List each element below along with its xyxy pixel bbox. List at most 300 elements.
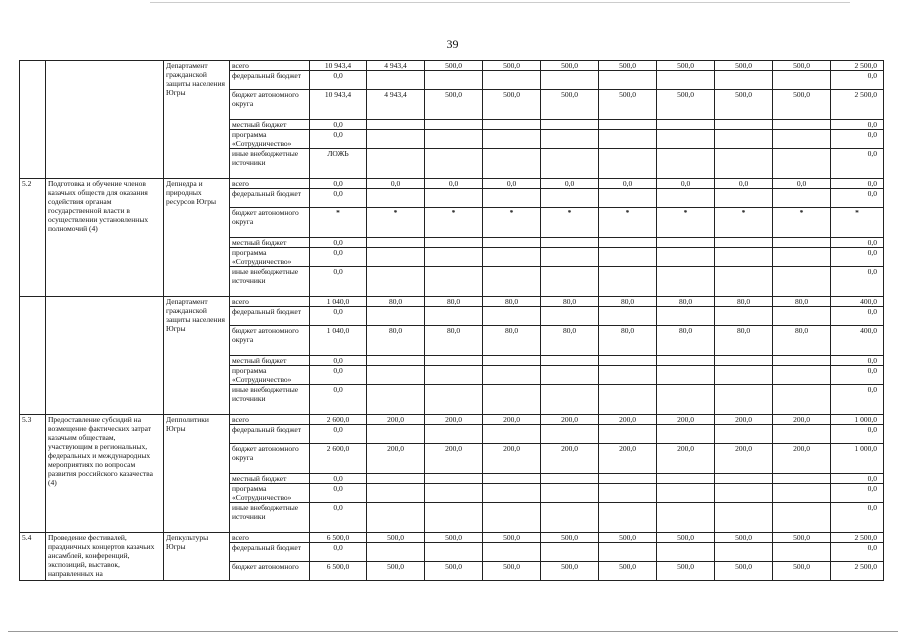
amount-cell xyxy=(483,503,541,533)
page-number: 39 xyxy=(446,37,459,51)
executor: Депкультуры Югры xyxy=(164,533,230,581)
amount-cell xyxy=(425,71,483,90)
amount-cell: 500,0 xyxy=(599,90,657,120)
amount-cell: 400,0 xyxy=(831,326,884,356)
amount-cell: 2 500,0 xyxy=(831,61,884,71)
amount-cell xyxy=(715,120,773,130)
amount-cell xyxy=(657,238,715,248)
amount-cell: 80,0 xyxy=(541,297,599,307)
amount-cell: 500,0 xyxy=(425,562,483,581)
amount-cell xyxy=(541,120,599,130)
amount-cell: 0,0 xyxy=(310,543,367,562)
amount-cell: 80,0 xyxy=(425,297,483,307)
amount-cell xyxy=(541,307,599,326)
amount-cell xyxy=(657,71,715,90)
amount-cell: * xyxy=(310,208,367,238)
amount-cell xyxy=(599,307,657,326)
amount-cell: * xyxy=(657,208,715,238)
amount-cell xyxy=(657,385,715,415)
amount-cell xyxy=(715,474,773,484)
amount-cell: 10 943,4 xyxy=(310,61,367,71)
amount-cell xyxy=(425,385,483,415)
funding-source: бюджет автономного округа xyxy=(230,444,310,474)
amount-cell xyxy=(483,120,541,130)
amount-cell xyxy=(599,248,657,267)
amount-cell: 0,0 xyxy=(310,238,367,248)
amount-cell xyxy=(541,474,599,484)
amount-cell: 500,0 xyxy=(657,90,715,120)
amount-cell xyxy=(657,425,715,444)
table-row xyxy=(20,533,884,543)
amount-cell: 0,0 xyxy=(310,71,367,90)
amount-cell: 0,0 xyxy=(310,307,367,326)
amount-cell: 500,0 xyxy=(657,533,715,543)
amount-cell: 1 000,0 xyxy=(831,415,884,425)
funding-source: местный бюджет xyxy=(230,474,310,484)
amount-cell: 200,0 xyxy=(483,415,541,425)
amount-cell: 4 943,4 xyxy=(367,61,425,71)
amount-cell: * xyxy=(773,208,831,238)
amount-cell: 0,0 xyxy=(310,120,367,130)
funding-source: программа «Сотрудничество» xyxy=(230,484,310,503)
amount-cell xyxy=(367,385,425,415)
item-number xyxy=(20,297,46,415)
amount-cell: 0,0 xyxy=(310,248,367,267)
amount-cell: * xyxy=(425,208,483,238)
amount-cell xyxy=(425,366,483,385)
funding-source: бюджет автономного округа xyxy=(230,326,310,356)
amount-cell xyxy=(599,366,657,385)
amount-cell: 500,0 xyxy=(425,90,483,120)
amount-cell: 0,0 xyxy=(831,484,884,503)
amount-cell: 200,0 xyxy=(773,415,831,425)
amount-cell xyxy=(541,484,599,503)
amount-cell: 2 500,0 xyxy=(831,90,884,120)
amount-cell: 1 040,0 xyxy=(310,297,367,307)
amount-cell xyxy=(657,248,715,267)
amount-cell xyxy=(773,238,831,248)
amount-cell xyxy=(773,130,831,149)
funding-source: федеральный бюджет xyxy=(230,307,310,326)
amount-cell xyxy=(657,503,715,533)
amount-cell xyxy=(715,248,773,267)
amount-cell: * xyxy=(367,208,425,238)
amount-cell: 500,0 xyxy=(483,61,541,71)
amount-cell xyxy=(773,307,831,326)
amount-cell xyxy=(773,248,831,267)
amount-cell xyxy=(599,503,657,533)
amount-cell: 200,0 xyxy=(425,444,483,474)
amount-cell xyxy=(483,248,541,267)
amount-cell xyxy=(541,267,599,297)
amount-cell: 0,0 xyxy=(310,474,367,484)
amount-cell: 500,0 xyxy=(773,90,831,120)
table-row xyxy=(20,297,884,307)
amount-cell: 500,0 xyxy=(715,562,773,581)
amount-cell: 0,0 xyxy=(831,474,884,484)
item-number: 5.3 xyxy=(20,415,46,533)
amount-cell: 0,0 xyxy=(831,71,884,90)
amount-cell xyxy=(773,189,831,208)
amount-cell xyxy=(773,71,831,90)
amount-cell xyxy=(715,71,773,90)
amount-cell: 0,0 xyxy=(541,179,599,189)
funding-source: иные внебюджетные источники xyxy=(230,149,310,179)
amount-cell: * xyxy=(599,208,657,238)
amount-cell: 500,0 xyxy=(599,533,657,543)
amount-cell: 0,0 xyxy=(831,189,884,208)
amount-cell: 500,0 xyxy=(541,90,599,120)
item-name: Предоставление субсидий на возмещение фактических затрат казачьим обществам, участвующим в региональных, федеральных и международных мероприятиях по вопросам развития российского казачества (4) xyxy=(46,415,164,533)
amount-cell xyxy=(715,238,773,248)
amount-cell: 0,0 xyxy=(310,425,367,444)
amount-cell: 500,0 xyxy=(541,562,599,581)
amount-cell xyxy=(367,474,425,484)
amount-cell xyxy=(773,149,831,179)
amount-cell: 200,0 xyxy=(657,415,715,425)
amount-cell: 500,0 xyxy=(715,90,773,120)
funding-source: программа «Сотрудничество» xyxy=(230,366,310,385)
amount-cell xyxy=(599,189,657,208)
amount-cell: 200,0 xyxy=(541,415,599,425)
amount-cell: 500,0 xyxy=(425,533,483,543)
amount-cell: 500,0 xyxy=(773,61,831,71)
table-row xyxy=(20,179,884,189)
amount-cell xyxy=(367,189,425,208)
scan-edge-line xyxy=(8,631,898,632)
amount-cell xyxy=(367,366,425,385)
amount-cell xyxy=(541,425,599,444)
executor: Депнедра и природных ресурсов Югры xyxy=(164,179,230,297)
amount-cell xyxy=(541,366,599,385)
amount-cell: 0,0 xyxy=(831,385,884,415)
amount-cell: 0,0 xyxy=(831,425,884,444)
amount-cell xyxy=(715,307,773,326)
amount-cell xyxy=(483,307,541,326)
amount-cell xyxy=(715,385,773,415)
amount-cell: 200,0 xyxy=(715,415,773,425)
amount-cell: 0,0 xyxy=(310,503,367,533)
item-number: 5.2 xyxy=(20,179,46,297)
amount-cell xyxy=(367,543,425,562)
amount-cell xyxy=(773,385,831,415)
amount-cell: 0,0 xyxy=(310,179,367,189)
amount-cell xyxy=(483,238,541,248)
amount-cell: 500,0 xyxy=(483,533,541,543)
amount-cell xyxy=(657,120,715,130)
amount-cell: 80,0 xyxy=(773,297,831,307)
amount-cell: 0,0 xyxy=(310,356,367,366)
amount-cell xyxy=(541,238,599,248)
amount-cell xyxy=(541,248,599,267)
funding-source: бюджет автономного округа xyxy=(230,208,310,238)
amount-cell: 200,0 xyxy=(425,415,483,425)
amount-cell xyxy=(599,149,657,179)
item-name xyxy=(46,61,164,179)
amount-cell: 0,0 xyxy=(831,267,884,297)
amount-cell: 500,0 xyxy=(367,562,425,581)
amount-cell: 0,0 xyxy=(831,149,884,179)
amount-cell xyxy=(541,503,599,533)
executor: Департамент гражданской защиты населения Югры xyxy=(164,297,230,415)
amount-cell: * xyxy=(715,208,773,238)
funding-source: федеральный бюджет xyxy=(230,71,310,90)
amount-cell: 500,0 xyxy=(657,562,715,581)
amount-cell: 200,0 xyxy=(541,444,599,474)
amount-cell: 2 500,0 xyxy=(831,533,884,543)
funding-source: федеральный бюджет xyxy=(230,425,310,444)
amount-cell xyxy=(657,484,715,503)
amount-cell xyxy=(657,189,715,208)
amount-cell: 4 943,4 xyxy=(367,90,425,120)
amount-cell xyxy=(715,543,773,562)
amount-cell: 500,0 xyxy=(483,562,541,581)
amount-cell: 500,0 xyxy=(773,533,831,543)
amount-cell xyxy=(657,356,715,366)
amount-cell: 80,0 xyxy=(367,326,425,356)
amount-cell xyxy=(773,356,831,366)
amount-cell: 0,0 xyxy=(425,179,483,189)
funding-source: местный бюджет xyxy=(230,120,310,130)
amount-cell: 80,0 xyxy=(541,326,599,356)
amount-cell: 80,0 xyxy=(773,326,831,356)
amount-cell: 0,0 xyxy=(831,307,884,326)
amount-cell: 2 500,0 xyxy=(831,562,884,581)
amount-cell xyxy=(425,120,483,130)
amount-cell xyxy=(483,356,541,366)
amount-cell xyxy=(367,130,425,149)
item-number: 5.4 xyxy=(20,533,46,581)
amount-cell xyxy=(773,120,831,130)
amount-cell: 80,0 xyxy=(367,297,425,307)
amount-cell xyxy=(367,356,425,366)
amount-cell xyxy=(483,149,541,179)
amount-cell xyxy=(483,267,541,297)
amount-cell: 200,0 xyxy=(599,444,657,474)
funding-source: всего xyxy=(230,61,310,71)
amount-cell: 200,0 xyxy=(715,444,773,474)
amount-cell xyxy=(541,189,599,208)
amount-cell: * xyxy=(831,208,884,238)
amount-cell: 80,0 xyxy=(715,326,773,356)
amount-cell xyxy=(773,503,831,533)
amount-cell: 6 500,0 xyxy=(310,562,367,581)
amount-cell: 0,0 xyxy=(310,130,367,149)
amount-cell: 500,0 xyxy=(599,562,657,581)
amount-cell: 0,0 xyxy=(773,179,831,189)
amount-cell: 80,0 xyxy=(657,326,715,356)
amount-cell xyxy=(541,149,599,179)
amount-cell xyxy=(367,71,425,90)
amount-cell xyxy=(541,130,599,149)
amount-cell xyxy=(599,543,657,562)
amount-cell: 80,0 xyxy=(483,297,541,307)
amount-cell: 0,0 xyxy=(831,248,884,267)
funding-source: всего xyxy=(230,533,310,543)
amount-cell xyxy=(425,474,483,484)
amount-cell: 500,0 xyxy=(425,61,483,71)
executor: Департамент гражданской защиты населения Югры xyxy=(164,61,230,179)
program-budget-table xyxy=(19,60,884,581)
table-row xyxy=(20,61,884,71)
amount-cell xyxy=(425,484,483,503)
amount-cell: 500,0 xyxy=(657,61,715,71)
scan-edge-line xyxy=(150,2,850,3)
amount-cell: 500,0 xyxy=(773,562,831,581)
amount-cell: 0,0 xyxy=(831,120,884,130)
amount-cell xyxy=(483,189,541,208)
amount-cell xyxy=(715,356,773,366)
amount-cell xyxy=(599,71,657,90)
amount-cell xyxy=(773,543,831,562)
amount-cell xyxy=(657,474,715,484)
amount-cell: 0,0 xyxy=(831,179,884,189)
amount-cell xyxy=(367,307,425,326)
amount-cell: 0,0 xyxy=(367,179,425,189)
amount-cell xyxy=(657,267,715,297)
funding-source: местный бюджет xyxy=(230,238,310,248)
amount-cell xyxy=(657,366,715,385)
amount-cell xyxy=(367,149,425,179)
amount-cell xyxy=(599,484,657,503)
amount-cell xyxy=(715,484,773,503)
amount-cell: 500,0 xyxy=(715,61,773,71)
amount-cell xyxy=(483,130,541,149)
amount-cell xyxy=(425,307,483,326)
amount-cell: 0,0 xyxy=(831,503,884,533)
amount-cell xyxy=(715,189,773,208)
amount-cell xyxy=(599,130,657,149)
funding-source: бюджет автономного округа xyxy=(230,90,310,120)
amount-cell xyxy=(773,366,831,385)
amount-cell xyxy=(657,543,715,562)
amount-cell: 0,0 xyxy=(310,189,367,208)
amount-cell: 200,0 xyxy=(599,415,657,425)
amount-cell: 200,0 xyxy=(483,444,541,474)
amount-cell xyxy=(483,484,541,503)
amount-cell xyxy=(367,248,425,267)
amount-cell xyxy=(599,267,657,297)
amount-cell xyxy=(367,267,425,297)
amount-cell xyxy=(483,425,541,444)
funding-source: всего xyxy=(230,297,310,307)
amount-cell xyxy=(599,356,657,366)
item-name: Проведение фестивалей, праздничных концертов казачьих ансамблей, конференций, экспозиций, выставок, направленных на xyxy=(46,533,164,581)
amount-cell xyxy=(425,248,483,267)
amount-cell xyxy=(425,503,483,533)
amount-cell: 0,0 xyxy=(715,179,773,189)
amount-cell: * xyxy=(541,208,599,238)
amount-cell xyxy=(599,425,657,444)
amount-cell: * xyxy=(483,208,541,238)
funding-source: программа «Сотрудничество» xyxy=(230,130,310,149)
funding-source: иные внебюджетные источники xyxy=(230,503,310,533)
amount-cell xyxy=(425,267,483,297)
funding-source: местный бюджет xyxy=(230,356,310,366)
amount-cell xyxy=(599,385,657,415)
amount-cell xyxy=(715,366,773,385)
amount-cell xyxy=(425,356,483,366)
amount-cell: 500,0 xyxy=(541,533,599,543)
funding-source: иные внебюджетные источники xyxy=(230,385,310,415)
amount-cell xyxy=(657,130,715,149)
amount-cell: 0,0 xyxy=(310,366,367,385)
amount-cell: 200,0 xyxy=(367,444,425,474)
amount-cell: 80,0 xyxy=(599,297,657,307)
amount-cell xyxy=(599,120,657,130)
funding-source: федеральный бюджет xyxy=(230,543,310,562)
amount-cell: 500,0 xyxy=(541,61,599,71)
amount-cell xyxy=(483,474,541,484)
amount-cell: 0,0 xyxy=(831,543,884,562)
amount-cell: 6 500,0 xyxy=(310,533,367,543)
amount-cell: 2 600,0 xyxy=(310,444,367,474)
amount-cell xyxy=(657,307,715,326)
funding-source: всего xyxy=(230,415,310,425)
amount-cell: 200,0 xyxy=(773,444,831,474)
table-row xyxy=(20,415,884,425)
amount-cell xyxy=(773,484,831,503)
amount-cell: 10 943,4 xyxy=(310,90,367,120)
amount-cell: ЛОЖЬ xyxy=(310,149,367,179)
amount-cell xyxy=(773,474,831,484)
amount-cell xyxy=(367,503,425,533)
amount-cell: 0,0 xyxy=(831,130,884,149)
amount-cell xyxy=(541,543,599,562)
amount-cell: 500,0 xyxy=(599,61,657,71)
amount-cell: 1 000,0 xyxy=(831,444,884,474)
funding-source: федеральный бюджет xyxy=(230,189,310,208)
amount-cell: 0,0 xyxy=(310,267,367,297)
amount-cell xyxy=(657,149,715,179)
amount-cell xyxy=(367,238,425,248)
amount-cell: 400,0 xyxy=(831,297,884,307)
amount-cell xyxy=(541,71,599,90)
amount-cell: 500,0 xyxy=(483,90,541,120)
amount-cell: 0,0 xyxy=(599,179,657,189)
amount-cell xyxy=(541,385,599,415)
funding-source: всего xyxy=(230,179,310,189)
amount-cell xyxy=(599,238,657,248)
amount-cell xyxy=(367,484,425,503)
amount-cell: 80,0 xyxy=(425,326,483,356)
amount-cell: 0,0 xyxy=(831,356,884,366)
item-number xyxy=(20,61,46,179)
amount-cell: 0,0 xyxy=(831,366,884,385)
amount-cell xyxy=(541,356,599,366)
amount-cell xyxy=(425,149,483,179)
amount-cell xyxy=(425,543,483,562)
amount-cell xyxy=(425,425,483,444)
item-name: Подготовка и обучение членов казачьих обществ для оказания содействия органам государственной власти в осуществлении установленных полномочий (4) xyxy=(46,179,164,297)
amount-cell: 0,0 xyxy=(483,179,541,189)
amount-cell xyxy=(715,149,773,179)
executor: Депполитики Югры xyxy=(164,415,230,533)
amount-cell xyxy=(599,474,657,484)
item-name xyxy=(46,297,164,415)
amount-cell xyxy=(773,267,831,297)
amount-cell xyxy=(483,385,541,415)
amount-cell xyxy=(367,425,425,444)
amount-cell: 1 040,0 xyxy=(310,326,367,356)
amount-cell xyxy=(715,425,773,444)
amount-cell xyxy=(367,120,425,130)
funding-source: иные внебюджетные источники xyxy=(230,267,310,297)
amount-cell xyxy=(715,130,773,149)
amount-cell xyxy=(425,238,483,248)
amount-cell: 80,0 xyxy=(657,297,715,307)
amount-cell: 0,0 xyxy=(310,484,367,503)
